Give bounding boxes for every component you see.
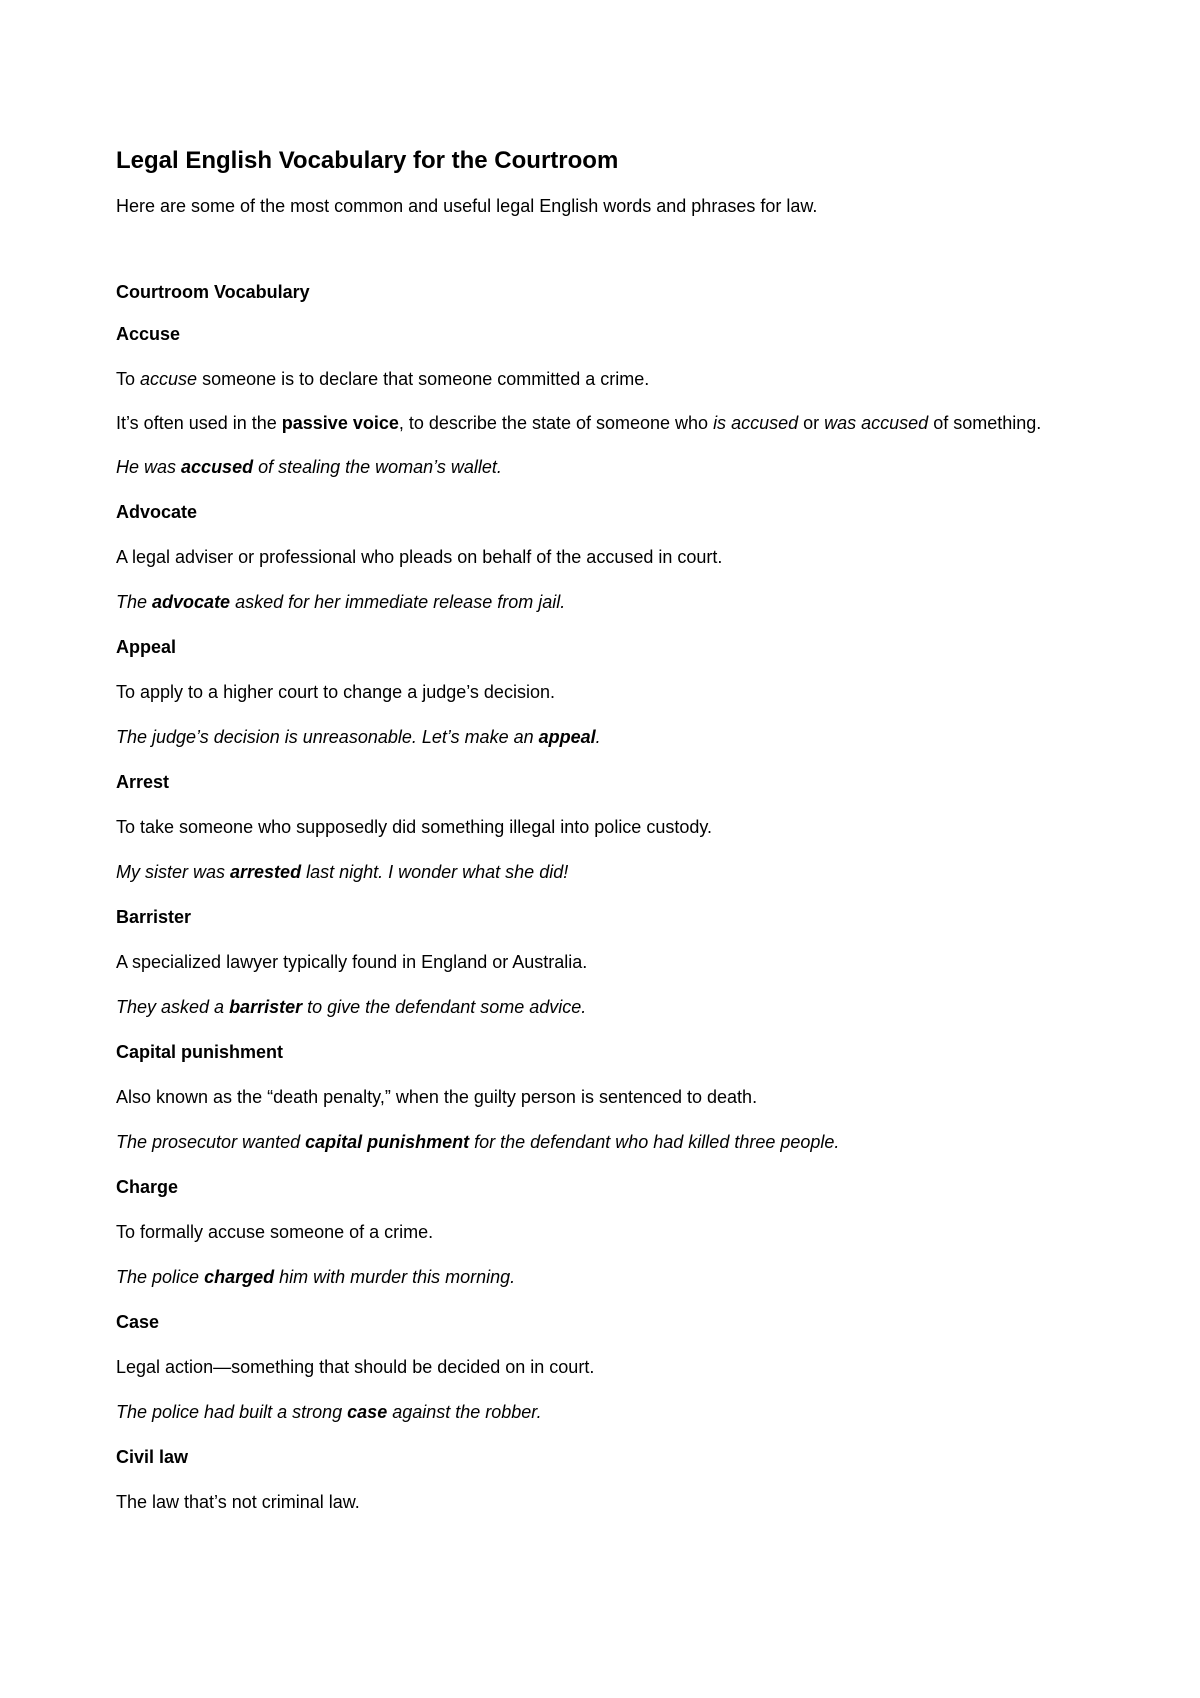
text-run: case (347, 1402, 388, 1422)
text-run: A legal adviser or professional who pleads on behalf of the accused in court. (116, 547, 723, 567)
vocab-entry-arrest (116, 770, 1050, 884)
vocab-entry-charge (116, 1175, 1050, 1289)
text-run: of stealing the woman’s wallet. (253, 457, 502, 477)
vocab-example (116, 725, 1050, 749)
text-run: against the robber. (387, 1402, 542, 1422)
text-run: appeal (538, 727, 596, 747)
text-run: They asked a (116, 997, 230, 1017)
vocab-definition (116, 367, 1050, 391)
text-run: barrister (229, 997, 303, 1017)
text-run: was accused (824, 413, 929, 433)
vocab-note (116, 409, 1050, 437)
vocab-term: Civil law (116, 1447, 189, 1467)
text-run: The law that’s not criminal law. (116, 1492, 360, 1512)
text-run: To apply to a higher court to change a judge’s decision. (116, 682, 555, 702)
text-run: asked for her immediate release from jail. (230, 592, 566, 612)
text-run: for the defendant who had killed three people. (469, 1132, 840, 1152)
vocab-definition (116, 680, 1050, 704)
vocab-example (116, 1130, 1050, 1154)
vocabulary-list (116, 322, 1050, 1514)
text-run: arrested (230, 862, 302, 882)
text-run: to give the defendant some advice. (302, 997, 587, 1017)
text-run: of something. (928, 413, 1042, 433)
vocab-example (116, 995, 1050, 1019)
text-run: Legal action—something that should be decided on in court. (116, 1357, 595, 1377)
text-run: or (798, 413, 825, 433)
vocab-term: Appeal (116, 637, 177, 657)
text-run: My sister was (116, 862, 231, 882)
vocab-definition (116, 815, 1050, 839)
section-heading: Courtroom Vocabulary (116, 282, 310, 302)
text-run: charged (204, 1267, 275, 1287)
text-run: The police (116, 1267, 205, 1287)
vocab-entry-appeal (116, 635, 1050, 749)
text-run: someone is to declare that someone committed a crime. (197, 369, 650, 389)
vocab-term: Case (116, 1312, 160, 1332)
text-run: He was (116, 457, 182, 477)
vocab-entry-accuse (116, 322, 1050, 479)
text-run: him with murder this morning. (274, 1267, 516, 1287)
vocab-term: Barrister (116, 907, 192, 927)
vocab-entry-case (116, 1310, 1050, 1424)
vocab-example (116, 455, 1050, 479)
vocab-example (116, 860, 1050, 884)
text-run: To take someone who supposedly did something illegal into police custody. (116, 817, 713, 837)
text-run: To (116, 369, 141, 389)
text-run: accused (181, 457, 254, 477)
text-run: passive voice (281, 413, 399, 433)
text-run: accuse (140, 369, 198, 389)
text-run: A specialized lawyer typically found in England or Australia. (116, 952, 588, 972)
vocab-definition (116, 545, 1050, 569)
intro-paragraph: Here are some of the most common and useful legal English words and phrases for law. (116, 196, 818, 216)
text-run: The (116, 592, 153, 612)
vocab-term: Arrest (116, 772, 170, 792)
vocab-term: Advocate (116, 502, 198, 522)
text-run: is accused (713, 413, 799, 433)
vocab-term: Capital punishment (116, 1042, 284, 1062)
vocab-example (116, 1265, 1050, 1289)
text-run: The prosecutor wanted (116, 1132, 306, 1152)
vocab-term: Accuse (116, 324, 181, 344)
page-title: Legal English Vocabulary for the Courtroom (116, 147, 619, 174)
vocab-definition (116, 950, 1050, 974)
vocab-entry-advocate (116, 500, 1050, 614)
vocab-example (116, 1400, 1050, 1424)
text-run: , to describe the state of someone who (398, 413, 714, 433)
text-run: last night. I wonder what she did! (301, 862, 569, 882)
vocab-entry-capital-punishment (116, 1040, 1050, 1154)
vocab-entry-civil-law (116, 1445, 1050, 1514)
text-run: The police had built a strong (116, 1402, 348, 1422)
vocab-definition (116, 1490, 1050, 1514)
text-run: To formally accuse someone of a crime. (116, 1222, 434, 1242)
text-run: . (595, 727, 601, 747)
text-run: It’s often used in the (116, 413, 282, 433)
vocab-definition (116, 1220, 1050, 1244)
vocab-definition (116, 1355, 1050, 1379)
vocab-definition (116, 1085, 1050, 1109)
text-run: advocate (152, 592, 231, 612)
vocab-example (116, 590, 1050, 614)
text-run: capital punishment (305, 1132, 470, 1152)
vocab-entry-barrister (116, 905, 1050, 1019)
vocab-term: Charge (116, 1177, 179, 1197)
text-run: The judge’s decision is unreasonable. Let’s make an (116, 727, 539, 747)
text-run: Also known as the “death penalty,” when the guilty person is sentenced to death. (116, 1087, 758, 1107)
